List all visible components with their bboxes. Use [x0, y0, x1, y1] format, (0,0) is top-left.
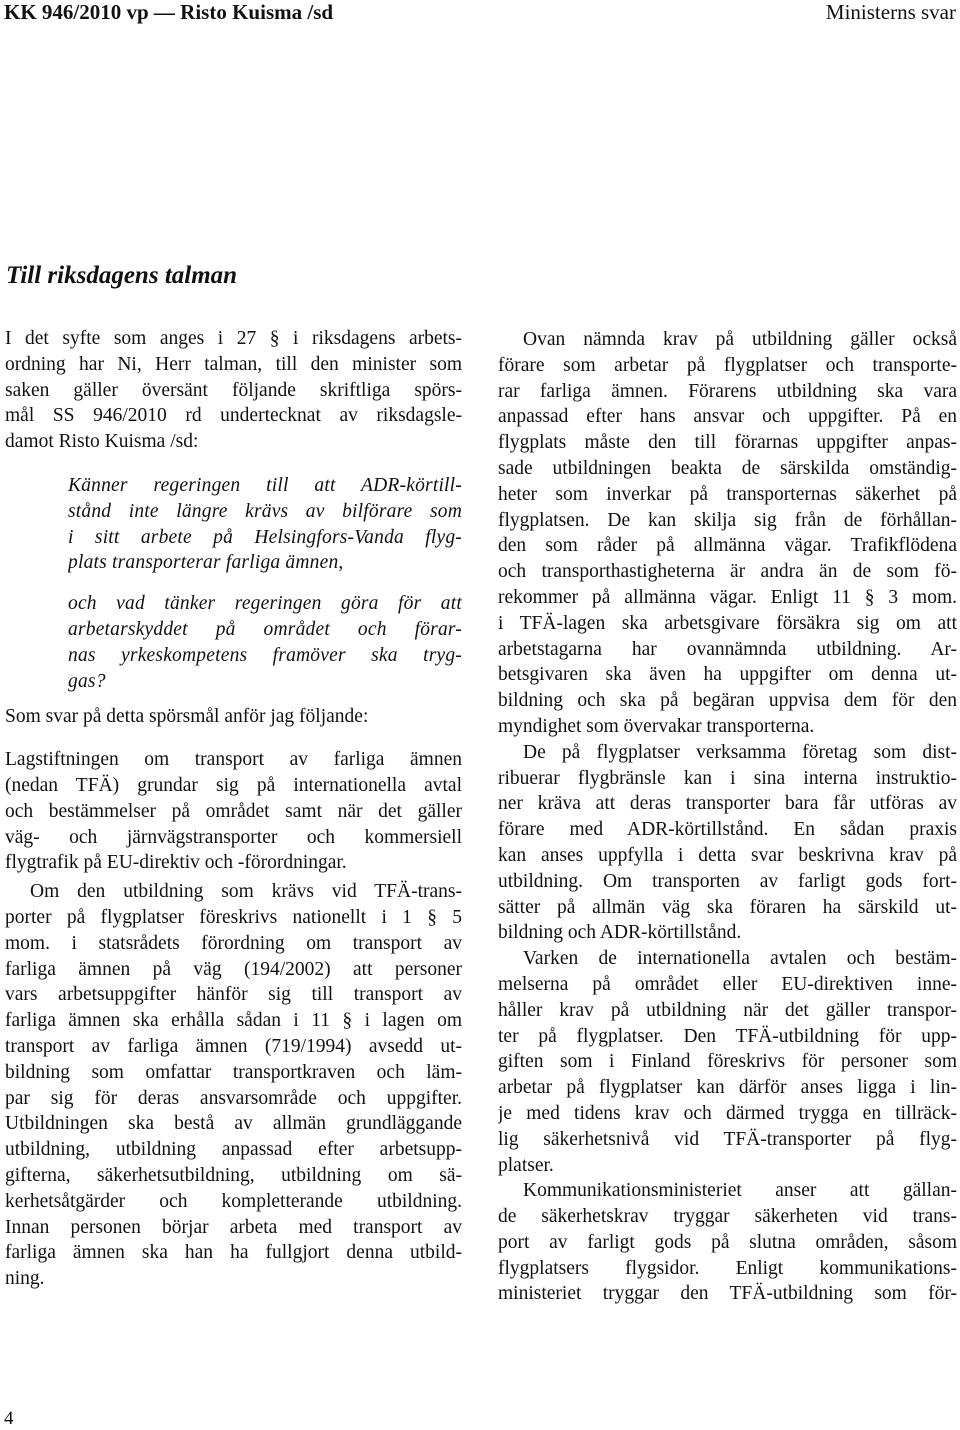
text-line: farliga ämnen ska erhålla sådan i 11 § i lagen om	[5, 1010, 462, 1032]
text-line: heter som inverkar på transporternas säkerhet på	[498, 483, 957, 505]
page-header	[4, 0, 956, 30]
text-line: melserna på området eller EU-direktiven inne-	[498, 973, 957, 995]
text-line: och vad tänker regeringen göra för att	[68, 593, 462, 615]
document-reference: KK 946/2010 vp — Risto Kuisma /sd	[4, 0, 334, 24]
text-line: saken gäller översänt följande skriftliga spörs-	[5, 379, 462, 401]
text-line: transport av farliga ämnen (719/1994) avsedd ut-	[5, 1035, 462, 1057]
text-line: flygtrafik på EU-direktiv och -förordningar.	[5, 852, 347, 874]
answer-paragraph-4	[498, 740, 957, 946]
text-line: ning.	[5, 1268, 45, 1290]
text-line: nas yrkeskompetens framöver ska tryg-	[68, 644, 462, 666]
text-line: den som råder på allmänna vägar. Trafikflödena	[498, 535, 957, 557]
intro-paragraph	[5, 326, 462, 455]
text-line: platser.	[498, 1154, 554, 1176]
text-line: lig säkerhetsnivå vid TFÄ-transporter på flyg-	[498, 1128, 957, 1150]
text-line: och bestämmelser på området samt när det gäller	[5, 800, 462, 822]
text-line: flygplats måste den till förarnas uppgifter anpas-	[498, 432, 957, 454]
text-line: kan anses uppfylla i detta svar beskrivna krav på	[498, 844, 957, 866]
text-line: mom. i statsrådets förordning om transport av	[5, 932, 462, 954]
question-part-1	[5, 473, 462, 576]
text-line: i TFÄ-lagen ska arbetsgivare försäkra sig om att	[498, 612, 957, 634]
text-line: stånd inte längre krävs av bilförare som	[68, 500, 462, 522]
text-line: kerhetsåtgärder och kompletterande utbildning.	[5, 1190, 462, 1212]
text-line: rekommer på allmänna vägar. Enligt 11 § 3 mom.	[498, 586, 957, 608]
text-line: giften som i Finland föreskrivs för personer som	[498, 1051, 957, 1073]
text-line: Känner regeringen till att ADR-körtill-	[68, 474, 462, 496]
text-line: farliga ämnen på väg (194/2002) att personer	[5, 958, 462, 980]
answer-paragraph-2	[5, 879, 462, 1292]
text-line: gas?	[68, 670, 106, 692]
text-line: arbetstagarna har ovannämnda utbildning. Ar-	[498, 638, 957, 660]
text-line: sätter på allmän väg ska föraren ha särskild ut-	[498, 896, 957, 918]
text-line: förare med ADR-körtillstånd. En sådan praxis	[498, 819, 957, 841]
answer-paragraph-6	[498, 1178, 957, 1307]
text-line: ordning har Ni, Herr talman, till den minister som	[5, 353, 462, 375]
text-line: flygplatsen. De kan skilja sig från de förhållan-	[498, 509, 957, 531]
text-line: anpassad efter hans ansvar och uppgifter. På en	[498, 406, 957, 428]
text-line: Kommunikationsministeriet anser att gällan-	[523, 1180, 957, 1202]
text-line: väg- och järnvägstransporter och kommersiell	[5, 826, 462, 848]
text-line: förare som arbetar på flygplatser och transporte-	[498, 354, 957, 376]
right-column	[498, 327, 957, 1307]
section-label: Ministerns svar	[825, 0, 956, 24]
text-line: plats transporterar farliga ämnen,	[68, 552, 344, 574]
text-line: arbetarskyddet på området och förar-	[68, 618, 462, 640]
text-line: gifterna, säkerhetsutbildning, utbildning om sä-	[5, 1164, 462, 1186]
text-line: vars arbetsuppgifter hänför sig till transport av	[5, 984, 462, 1006]
text-line: utbildning, utbildning anpassad efter arbetsupp-	[5, 1139, 462, 1161]
text-line: I det syfte som anges i 27 § i riksdagens arbets-	[5, 328, 462, 349]
text-line: Innan personen börjar arbeta med transport av	[5, 1216, 462, 1238]
text-line: bildning som omfattar transportkraven och läm-	[5, 1061, 462, 1083]
page-number: 4	[4, 1408, 14, 1429]
text-line: sade utbildningen beakta de särskilda omständig-	[498, 457, 957, 479]
question-part-2	[5, 591, 462, 694]
answer-paragraph-1	[5, 747, 462, 876]
page-title: Till riksdagens talman	[6, 262, 238, 289]
answer-paragraph-5	[498, 946, 957, 1178]
answer-intro: Som svar på detta spörsmål anför jag följande:	[5, 706, 369, 728]
text-line: rar farliga ämnen. Förarens utbildning ska vara	[498, 380, 957, 402]
text-line: ter på flygplatser. Den TFÄ-utbildning för upp-	[498, 1025, 957, 1047]
left-column	[5, 326, 462, 1292]
text-line: (nedan TFÄ) grundar sig på internationella avtal	[5, 774, 462, 796]
text-line: arbetar på flygplatser kan därför anses ligga i lin-	[498, 1077, 957, 1099]
text-line: myndighet som övervakar transporterna.	[498, 715, 815, 737]
text-line: Ovan nämnda krav på utbildning gäller också	[523, 329, 957, 350]
text-line: damot Risto Kuisma /sd:	[5, 431, 199, 453]
text-line: ner kräva att deras transporter bara får utföras av	[498, 793, 957, 815]
text-line: de säkerhetskrav tryggar säkerheten vid trans-	[498, 1206, 957, 1228]
text-line: Lagstiftningen om transport av farliga ämnen	[5, 749, 462, 771]
text-line: porter på flygplatser föreskrivs nationellt i 1 § 5	[5, 906, 462, 928]
text-line: bildning och ska på begäran uppvisa dem för den	[498, 690, 957, 712]
text-line: flygplatsers flygsidor. Enligt kommunikations-	[498, 1257, 957, 1279]
text-line: port av farligt gods på slutna områden, såsom	[498, 1231, 957, 1253]
text-line: och transporthastigheterna är andra än de som fö-	[498, 561, 957, 583]
text-line: par sig för deras ansvarsområde och uppgifter.	[5, 1087, 462, 1109]
answer-paragraph-3	[498, 327, 957, 740]
text-line: håller krav på utbildning när det gäller transpor-	[498, 999, 957, 1021]
text-line: Utbildningen ska bestå av allmän grundläggande	[5, 1113, 462, 1135]
text-line: je med tidens krav och därmed trygga en tillräck-	[498, 1102, 957, 1124]
text-line: Om den utbildning som krävs vid TFÄ-trans-	[30, 881, 462, 903]
text-line: farliga ämnen ska han ha fullgjort denna utbild-	[5, 1242, 462, 1264]
text-line: Varken de internationella avtalen och bestäm-	[523, 948, 957, 970]
text-line: i sitt arbete på Helsingfors-Vanda flyg-	[68, 526, 462, 548]
text-line: ministeriet tryggar den TFÄ-utbildning som för-	[498, 1283, 957, 1305]
text-line: bildning och ADR-körtillstånd.	[498, 922, 742, 944]
text-line: mål SS 946/2010 rd undertecknat av riksdagsle-	[5, 405, 462, 427]
text-line: utbildning. Om transporten av farligt gods fort-	[498, 870, 957, 892]
text-line: ribuerar flygbränsle kan i sina interna instruktio-	[498, 767, 957, 789]
text-line: De på flygplatser verksamma företag som dist-	[523, 741, 957, 763]
text-line: betsgivaren ska även ha uppgifter om denna ut-	[498, 664, 957, 686]
